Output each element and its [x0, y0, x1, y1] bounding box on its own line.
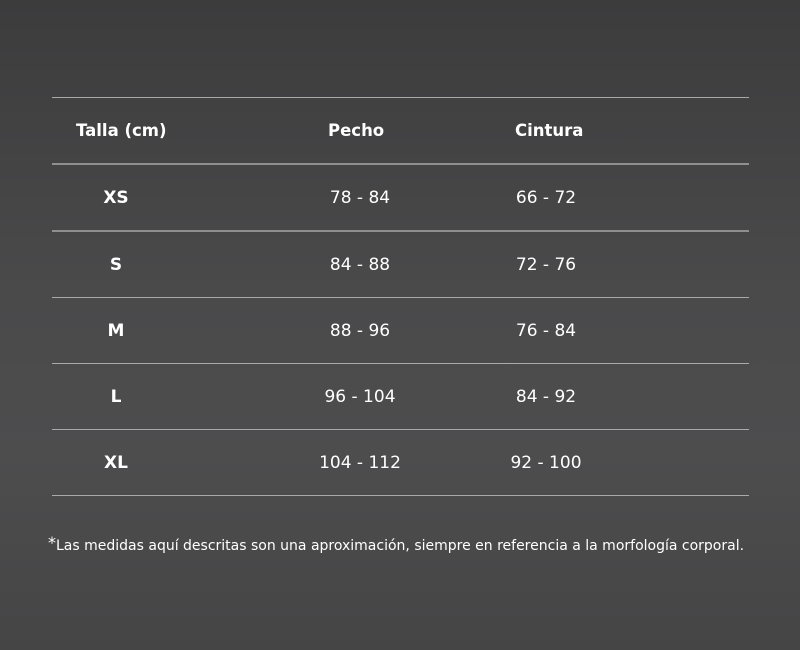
size-cell: M: [107, 320, 125, 341]
chest-cell: 88 - 96: [329, 320, 391, 341]
waist-cell: 72 - 76: [515, 254, 577, 275]
waist-cell: 92 - 100: [510, 452, 582, 473]
table-row: [52, 165, 749, 230]
size-cell: XS: [103, 187, 129, 208]
chest-cell: 104 - 112: [319, 452, 401, 473]
table-row: [52, 430, 749, 495]
waist-cell: 76 - 84: [515, 320, 577, 341]
waist-cell: 66 - 72: [515, 187, 577, 208]
size-cell: XL: [104, 452, 128, 473]
header-chest: Pecho: [328, 121, 385, 140]
size-cell: S: [109, 254, 123, 275]
footnote-marker: *: [48, 533, 56, 552]
table-row: [52, 232, 749, 297]
size-chart-table: [52, 97, 749, 496]
chest-cell: 78 - 84: [329, 187, 391, 208]
chest-cell: 96 - 104: [324, 386, 396, 407]
table-row: [52, 364, 749, 429]
table-row: [52, 298, 749, 363]
footnote: [48, 533, 744, 554]
table-header-row: [52, 98, 749, 163]
header-size: Talla (cm): [76, 121, 167, 140]
table-bottom-rule: [52, 495, 749, 496]
chest-cell: 84 - 88: [329, 254, 391, 275]
header-waist: Cintura: [515, 121, 584, 140]
size-cell: L: [110, 386, 122, 407]
waist-cell: 84 - 92: [515, 386, 577, 407]
footnote-text: Las medidas aquí descritas son una aproximación, siempre en referencia a la morfología corporal.: [56, 538, 745, 554]
